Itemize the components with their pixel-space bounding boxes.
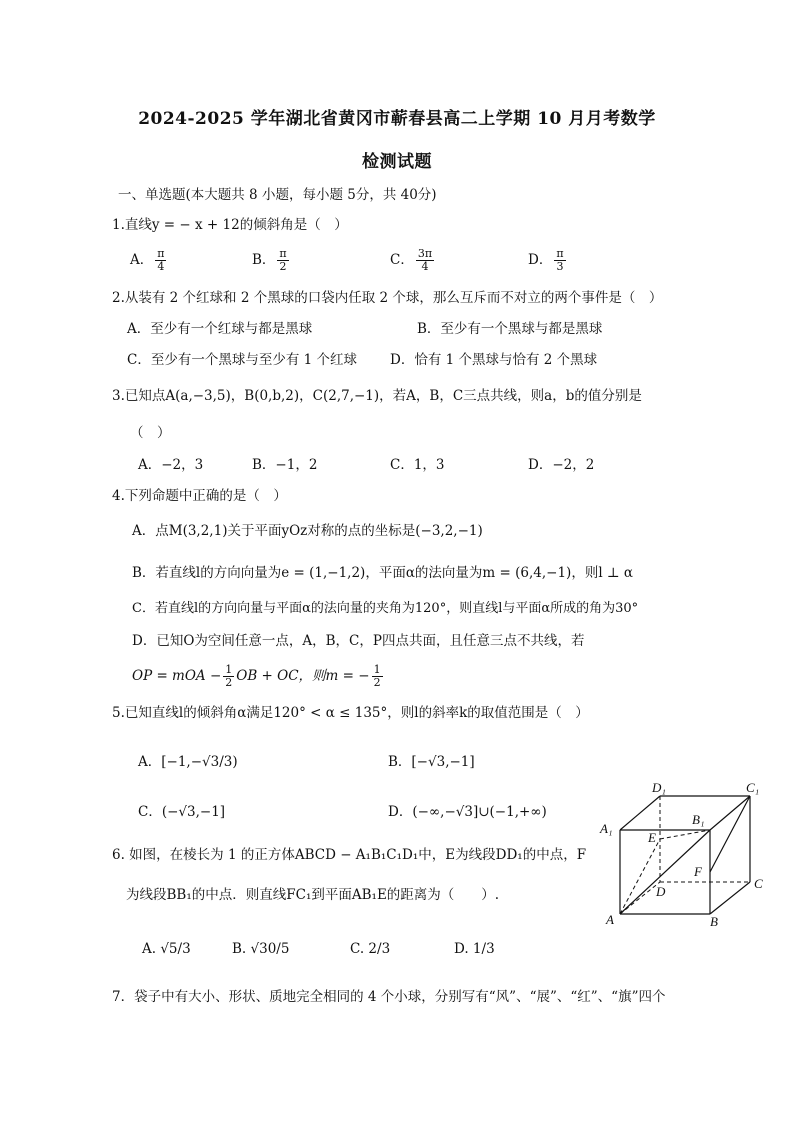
q3-option-a: A．−2，3 <box>138 457 204 473</box>
q2-option-d: D．恰有 1 个黑球与恰有 2 个黑球 <box>390 352 598 368</box>
q6-option-c: C. 2/3 <box>350 941 391 957</box>
line-fc1 <box>710 796 750 872</box>
q6-option-b: B. √30/5 <box>232 941 290 957</box>
q3-answer-paren: （ ） <box>130 425 171 441</box>
label-a: A <box>606 912 614 927</box>
label-c: C <box>754 876 763 891</box>
section-heading: 一、单选题(本大题共 8 小题，每小题 5分，共 40分) <box>118 187 437 203</box>
edge-ad-hidden <box>620 882 660 914</box>
q3-option-d: D．−2，2 <box>528 457 595 473</box>
edge-bc <box>710 882 750 914</box>
q5-stem: 5.已知直线l的倾斜角α满足120° < α ≤ 135°，则l的斜率k的取值范围是（ ） <box>112 705 589 721</box>
q5-option-c: C．(−√3,−1] <box>138 804 226 820</box>
exam-title-line2: 检测试题 <box>362 152 432 172</box>
q1-option-b: B． $\frac{\pi}{2}$ <box>252 247 287 273</box>
label-a1: A₁ <box>600 821 613 836</box>
label-d1: D₁ <box>652 780 666 795</box>
q4-option-d-line1: D．已知O为空间任意一点，A，B，C，P四点共面，且任意三点不共线，若 <box>132 633 585 649</box>
q4-option-d-line2: OP = mOA − $\frac{1}{2}$ OB + OC，则m = − $\frac{1}{2}$ <box>132 663 381 689</box>
edge-b1c1 <box>710 796 750 830</box>
q5-option-d: D．(−∞,−√3]∪(−1,+∞) <box>388 804 547 820</box>
q6-stem-line2: 为线段BB₁的中点．则直线FC₁到平面AB₁E的距离为（ ）. <box>126 887 500 903</box>
label-e: E <box>648 830 656 845</box>
q4-option-b: B．若直线l的方向向量为e = (1,−1,2)，平面α的法向量为m = (6,4,−1)，则l ⊥ α <box>132 565 634 581</box>
label-b1: B₁ <box>692 812 705 827</box>
label-f: F <box>694 864 702 879</box>
line-ae-hidden <box>620 839 660 914</box>
q2-option-c: C．至少有一个黑球与至少有 1 个红球 <box>127 352 358 368</box>
edge-a1d1 <box>620 796 660 830</box>
q5-option-a: A．[−1,−√3/3) <box>138 754 238 770</box>
q5-option-b: B．[−√3,−1] <box>388 754 475 770</box>
cube-figure <box>598 778 778 928</box>
q1-option-c: C． $\frac{3\pi}{4}$ <box>390 247 433 273</box>
q3-stem: 3.已知点A(a,−3,5)，B(0,b,2)，C(2,7,−1)，若A，B，C三点共线，则a，b的值分别是 <box>112 388 642 404</box>
label-c1: C₁ <box>746 780 760 795</box>
q7-stem: 7．袋子中有大小、形状、质地完全相同的 4 个小球，分别写有“风”、“展”、“红”、“旗”四个 <box>112 989 666 1005</box>
q3-option-b: B．−1，2 <box>252 457 318 473</box>
q2-option-b: B．至少有一个黑球与都是黑球 <box>417 321 603 337</box>
q6-stem: 6. 如图，在棱长为 1 的正方体ABCD − A₁B₁C₁D₁中，E为线段DD₁的中点，F <box>112 847 587 863</box>
q2-option-a: A．至少有一个红球与都是黑球 <box>127 321 313 337</box>
q4-option-c: C．若直线l的方向向量与平面α的法向量的夹角为120°，则直线l与平面α所成的角为30° <box>132 601 639 616</box>
q1-option-a: A． $\frac{\pi}{4}$ <box>130 247 165 273</box>
exam-title-line1: 2024-2025 学年湖北省黄冈市蕲春县高二上学期 10 月月考数学 <box>138 109 656 129</box>
label-b: B <box>710 914 718 928</box>
label-d: D <box>656 884 666 899</box>
q6-option-d: D. 1/3 <box>454 941 495 957</box>
q4-option-a: A．点M(3,2,1)关于平面yOz对称的点的坐标是(−3,2,−1) <box>132 523 483 539</box>
q1-stem: 1.直线y = − x + 12的倾斜角是（ ） <box>112 217 348 233</box>
q6-option-a: A. √5/3 <box>142 941 191 957</box>
q2-stem: 2.从装有 2 个红球和 2 个黑球的口袋内任取 2 个球，那么互斥而不对立的两个事件是（ ） <box>112 290 663 306</box>
q1-option-d: D． $\frac{\pi}{3}$ <box>528 247 564 273</box>
q3-option-c: C．1，3 <box>390 457 445 473</box>
q4-stem: 4.下列命题中正确的是（ ） <box>112 488 287 504</box>
